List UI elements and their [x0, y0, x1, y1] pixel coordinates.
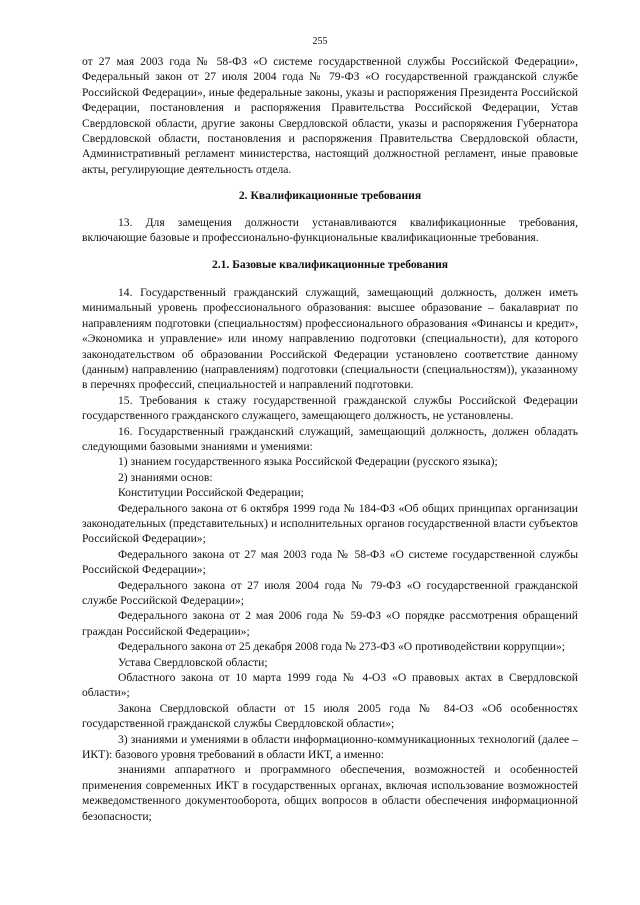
list-item-3: 3) знаниями и умениями в области информационно-коммуникационных технологий (далее – ИКТ): базового уровня требований в области ИКТ, а именно: — [82, 732, 578, 762]
paragraph-16: 16. Государственный гражданский служащий, замещающий должность, должен обладать следующими базовыми знаниями и умениями: — [82, 424, 578, 453]
law-59-fz: Федерального закона от 2 мая 2006 года № 59-ФЗ «О порядке рассмотрения обращений граждан Российской Федерации»; — [82, 609, 578, 638]
page-number: 255 — [312, 36, 328, 47]
paragraph-15: 15. Требования к стажу государственной гражданской службы Российской Федерации государственного гражданского служащего, замещающего должность, не установлены. — [82, 393, 578, 423]
paragraph-14: 14. Государственный гражданский служащий, замещающий должность, должен иметь минимальный уровень профессионального образования: высшее образование – бакалавриат по направлениям подготовки (специальностям) профессионального образования «Финансы и кредит», «Экономика и управление» или иному направлению подготовки (специальности), для которого законодательством об образовании Российской Федерации установлено соответствие данному (данным) направлению (направлениям) подготовки (специальности (специальностям)), указанному в перечнях профессий, специальностей и направлений подготовки. — [82, 285, 578, 392]
law-charter: Устава Свердловской области; — [118, 655, 268, 669]
law-58-fz: Федерального закона от 27 мая 2003 года № 58-ФЗ «О системе государственной службы Российской Федерации»; — [82, 547, 578, 577]
ict-knowledge: знаниями аппаратного и программного обеспечения, возможностей и особенностей применения современных ИКТ в государственных органах, включая использование возможностей межведомственного документооборота, общих вопросов в области обеспечения информационной безопасности; — [82, 763, 578, 823]
list-item-2: 2) знаниями основ: — [118, 470, 213, 484]
law-84-oz: Закона Свердловской области от 15 июля 2005 года № 84-ОЗ «Об особенностях государственной гражданской службы Свердловской области»; — [82, 701, 578, 731]
law-4-oz: Областного закона от 10 марта 1999 года № 4-ОЗ «О правовых актах в Свердловской области»; — [82, 671, 578, 700]
paragraph-13: 13. Для замещения должности устанавливаются квалификационные требования, включающие базовые и профессионально-функциональные квалификационные требования. — [82, 215, 578, 245]
document-body — [82, 54, 578, 824]
law-184-fz: Федерального закона от 6 октября 1999 года № 184-ФЗ «Об общих принципах организации законодательных (представительных) и исполнительных органов государственной власти субъектов Российской Федерации»; — [82, 501, 578, 546]
intro-paragraph: от 27 мая 2003 года № 58-ФЗ «О системе государственной службы Российской Федерации», Федеральный закон от 27 июля 2004 года № 79-ФЗ «О государственной гражданской службе Российской Федерации», иные федеральные законы, указы и распоряжения Президента Российской Федерации, постановления и распоряжения Правительства Российской Федерации, Устав Свердловской области, другие законы Свердловской области, указы и распоряжения Губернатора Свердловской области, постановления и распоряжения Правительства Свердловской области, Административный регламент министерства, настоящий должностной регламент, иные правовые акты, регулирующие деятельность отдела. — [82, 55, 578, 176]
law-273-fz: Федерального закона от 25 декабря 2008 года № 273-ФЗ «О противодействии коррупции»; — [118, 640, 566, 654]
law-constitution: Конституции Российской Федерации; — [118, 486, 304, 500]
section-2-heading: 2. Квалификационные требования — [238, 189, 422, 203]
list-item-1: 1) знанием государственного языка Российской Федерации (русского языка); — [118, 455, 498, 469]
law-79-fz: Федерального закона от 27 июля 2004 года № 79-ФЗ «О государственной гражданской службе Российской Федерации»; — [82, 578, 578, 607]
section-2-1-heading: 2.1. Базовые квалификационные требования — [211, 258, 449, 272]
